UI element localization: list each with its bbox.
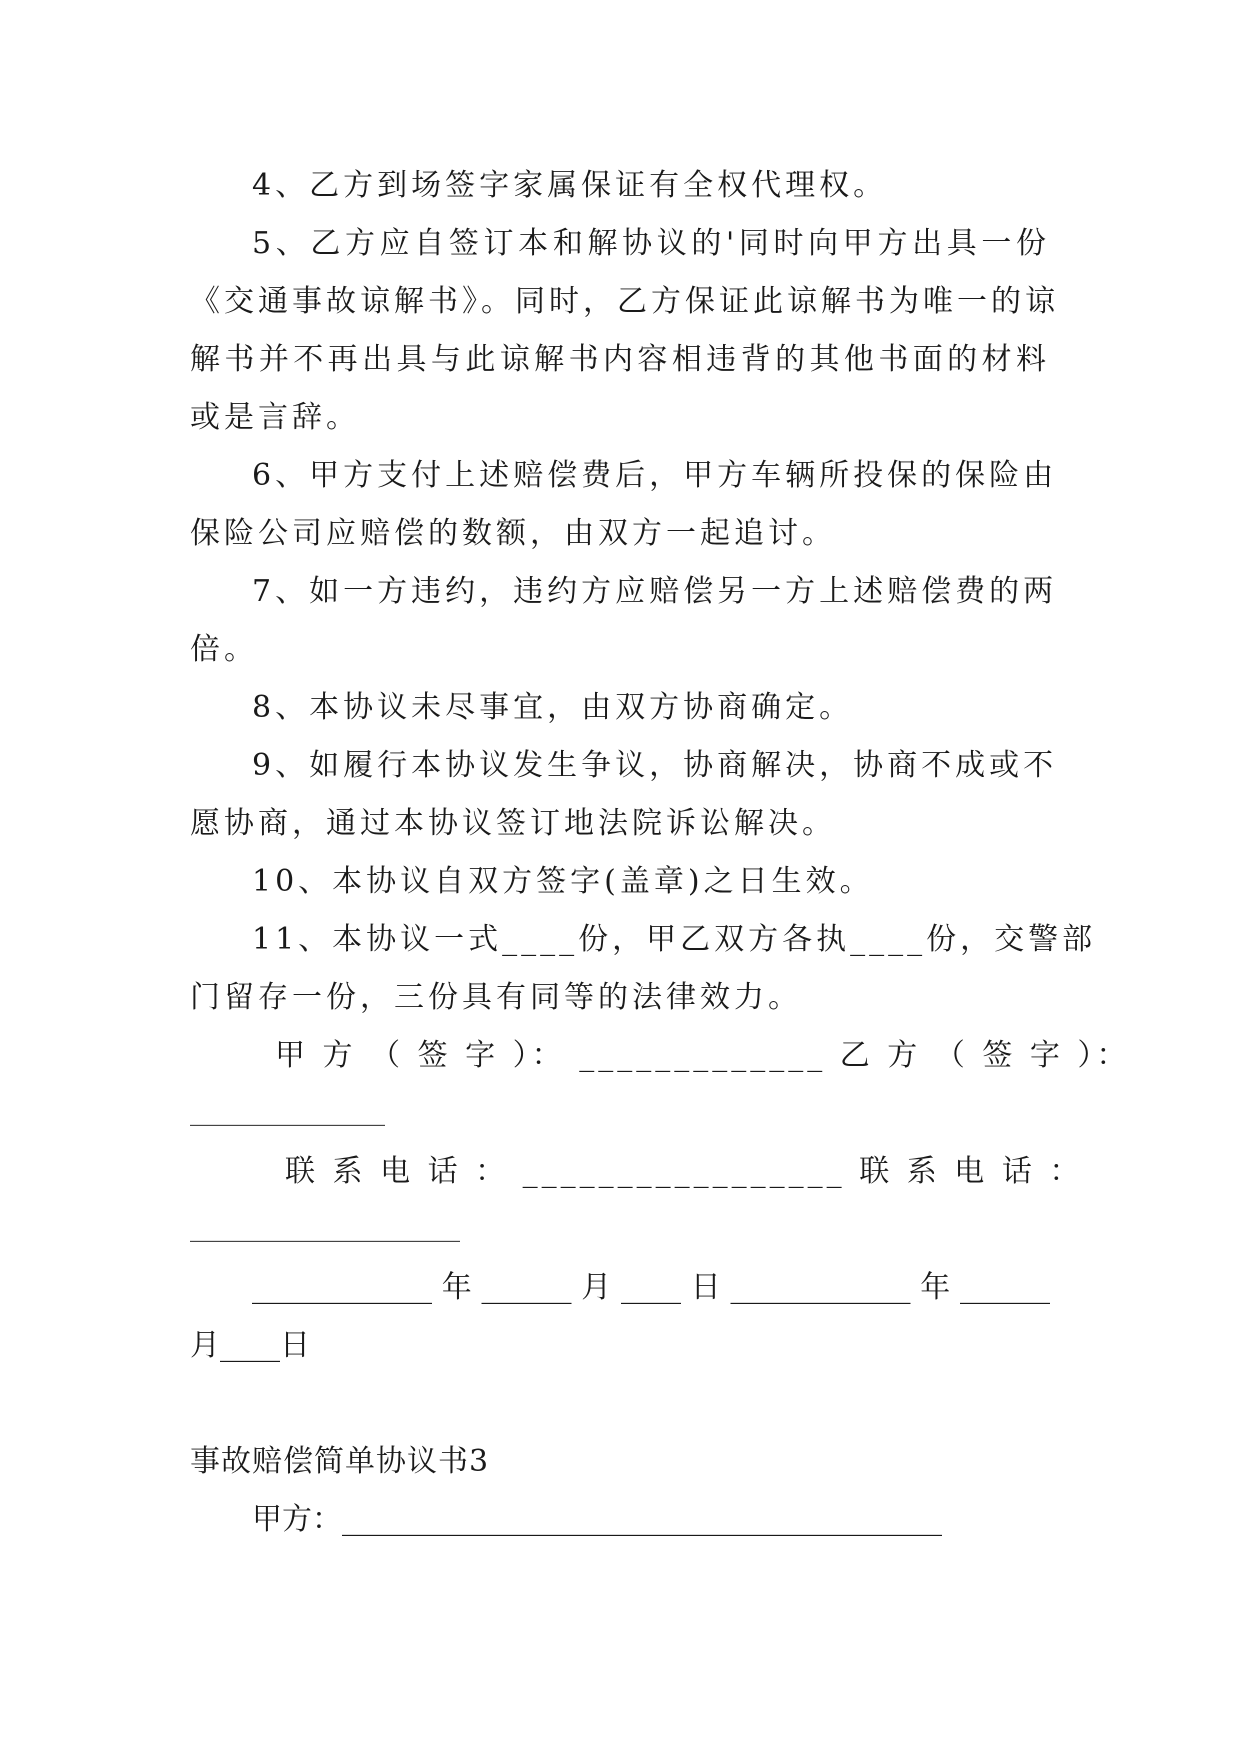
clause-5-line-4: 或是言辞。 bbox=[190, 400, 360, 435]
clause-10: 10、本协议自双方签字(盖章)之日生效。 bbox=[252, 864, 874, 899]
clause-6-line-1: 6、甲方支付上述赔偿费后，甲方车辆所投保的保险由 bbox=[252, 458, 1058, 493]
contact-phone-line: 联 系 电 话 ： _________________ 联 系 电 话 ： bbox=[285, 1154, 1084, 1189]
clause-8: 8、本协议未尽事宜，由双方协商确定。 bbox=[252, 690, 854, 725]
clause-7-line-2: 倍。 bbox=[190, 632, 258, 667]
clause-11-line-1: 11、本协议一式____份，甲乙双方各执____份，交警部 bbox=[252, 922, 1097, 957]
clause-7-line-1: 7、如一方违约，违约方应赔偿另一方上述赔偿费的两 bbox=[252, 574, 1058, 609]
clause-9-line-1: 9、如履行本协议发生争议，协商解决，协商不成或不 bbox=[252, 748, 1058, 783]
clause-6-line-2: 保险公司应赔偿的数额，由双方一起追讨。 bbox=[190, 516, 836, 551]
clause-4: 4、乙方到场签字家属保证有全权代理权。 bbox=[252, 168, 888, 203]
date-line: ____________年______月____日____________年______ bbox=[252, 1270, 1050, 1305]
clause-11-line-2: 门留存一份，三份具有同等的法律效力。 bbox=[190, 980, 802, 1015]
contact-blank-continued: __________________ bbox=[190, 1208, 460, 1243]
section-title: 事故赔偿简单协议书3 bbox=[190, 1444, 490, 1479]
signature-line: 甲 方 （ 签 字 ）： _____________ 乙 方 （ 签 字 ）： bbox=[275, 1038, 1131, 1073]
clause-9-line-2: 愿协商，通过本协议签订地法院诉讼解决。 bbox=[190, 806, 836, 841]
clause-5-line-2: 《交通事故谅解书》。同时，乙方保证此谅解书为唯一的谅 bbox=[190, 284, 1059, 319]
date-line-continued: 月____日 bbox=[190, 1328, 310, 1363]
clause-5-line-3: 解书并不再出具与此谅解书内容相违背的其他书面的材料 bbox=[190, 342, 1050, 377]
party-a-line: 甲方：________________________________________ bbox=[252, 1502, 942, 1537]
signature-blank-continued: _____________ bbox=[190, 1092, 385, 1127]
clause-5-line-1: 5、乙方应自签订本和解协议的'同时向甲方出具一份 bbox=[252, 226, 1050, 261]
